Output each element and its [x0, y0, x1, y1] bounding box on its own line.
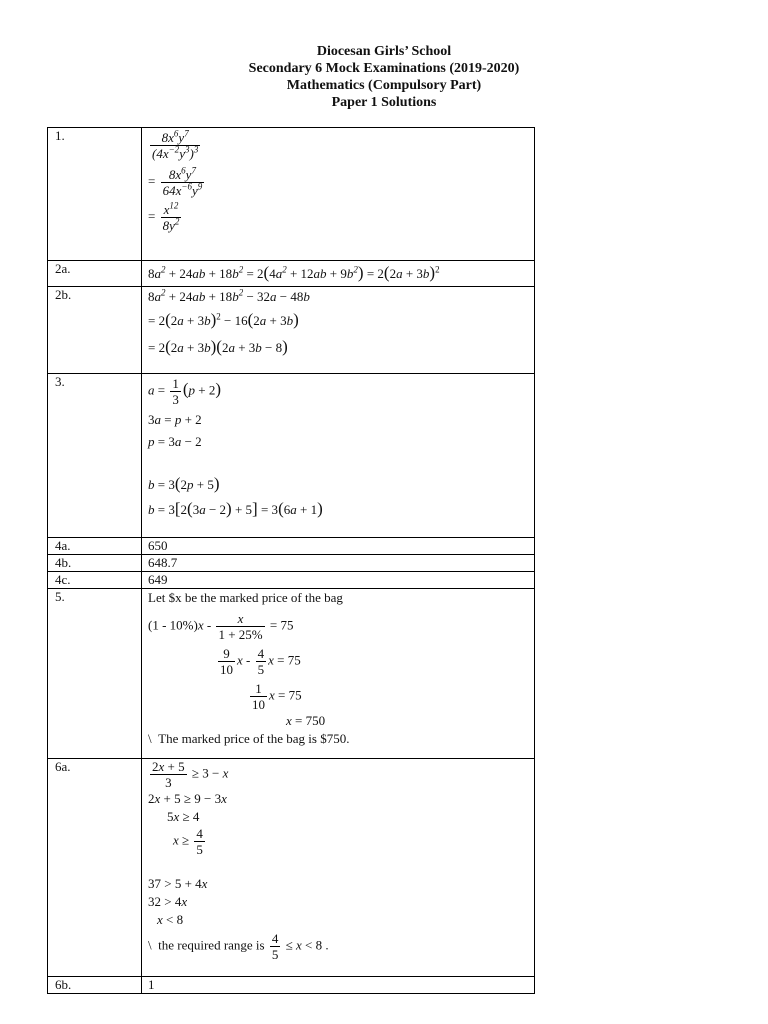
math-expression: $\frac{8x^6y^7}{(4x^{-2}y^3)^3}$: [152, 128, 199, 161]
answer-text: Let $x be the marked price of the bag: [148, 590, 343, 605]
question-number: 2a.: [48, 261, 142, 287]
exam-title: Secondary 6 Mock Examinations (2019-2020): [248, 61, 520, 76]
table-row: [48, 128, 535, 261]
question-number: 6a.: [48, 759, 142, 977]
math-expression: x ≥ $\frac{4}{5}$: [173, 826, 203, 857]
math-expression: = 2(2a + 3b)(2a + 3b − 8): [148, 337, 288, 356]
subject-title: Mathematics (Compulsory Part): [286, 78, 482, 93]
conclusion-text: the required range is: [158, 937, 265, 953]
table-row: [48, 977, 535, 994]
math-expression: 3a = p + 2: [148, 412, 202, 427]
answer-conclusion: \ the required range is $\frac{4}{5}$ ≤ x < 8 .: [148, 931, 329, 962]
question-number: 5.: [48, 589, 142, 759]
table-row: [48, 261, 535, 287]
question-number: 2b.: [48, 287, 142, 374]
answer-cell: 648.7: [142, 555, 535, 572]
answer-cell: 650: [142, 538, 535, 555]
question-number: 6b.: [48, 977, 142, 994]
math-expression: 2x + 5 ≥ 9 − 3x: [148, 791, 227, 806]
answer-cell: [142, 261, 535, 287]
question-number: 4a.: [48, 538, 142, 555]
math-expression: a = $\frac{1}{3}$ (p + 2): [148, 376, 222, 407]
table-row: [48, 589, 535, 759]
answer-cell: [142, 589, 535, 759]
math-expression: $\frac{2x + 5}{3}$ ≥ 3 − x: [152, 759, 229, 790]
answer-cell: [142, 759, 535, 977]
math-expression: x < 8: [157, 912, 184, 927]
answer-cell: $\frac{8x^6y^7}{(4x^{-2}y^3)^3}$ = $\frac{8x^6y^7}{64x^{-6}y^9}$ = $\frac{x^{12}}{8y^2}$: [142, 128, 535, 261]
math-expression: 5x ≥ 4: [167, 809, 200, 824]
paper-title: Paper 1 Solutions: [331, 95, 437, 110]
table-row: [48, 759, 535, 977]
math-expression: p = 3a − 2: [148, 434, 202, 449]
table-row: [48, 374, 535, 538]
math-expression: $\frac{1}{10}$ x = 75: [252, 681, 302, 712]
math-expression: $\frac{x^{12}}{8y^2}$: [162, 200, 180, 233]
therefore-symbol: \: [148, 731, 152, 746]
math-expression: b = 3[2(3a − 2) + 5] = 3(6a + 1): [148, 499, 323, 518]
math-expression: x = 750: [286, 713, 326, 728]
math-expression: = $2(2a + 3b)^2 - 16(2a + 3b)$: [148, 310, 299, 329]
table-row: [48, 287, 535, 374]
math-expression: 37 > 5 + 4x: [148, 876, 208, 891]
answer-cell: [142, 287, 535, 374]
conclusion-text: The marked price of the bag is $750.: [158, 731, 350, 746]
answer-cell: 649: [142, 572, 535, 589]
math-expression: 32 > 4x: [148, 894, 188, 909]
math-expression: (1 - 10%)x - $\frac{x}{1 + 25\%}$ = 75: [148, 611, 294, 642]
answer-cell: 1: [142, 977, 535, 994]
solutions-table: [47, 127, 535, 994]
table-row: [48, 538, 535, 555]
math-expression: b = 3(2p + 5): [148, 474, 220, 493]
therefore-symbol: \: [148, 937, 152, 953]
question-number: 4b.: [48, 555, 142, 572]
school-name: Diocesan Girls’ School: [316, 44, 452, 59]
answer-conclusion: [148, 730, 534, 748]
document-header: [0, 43, 768, 111]
answer-cell: [142, 374, 535, 538]
question-number: 4c.: [48, 572, 142, 589]
question-number: 3.: [48, 374, 142, 538]
math-expression: $8a^2 + 24ab + 18b^2 - 32a - 48b$: [148, 287, 310, 304]
math-expression: $\frac{9}{10}$ x - $\frac{4}{5}$ x = 75: [220, 646, 301, 677]
table-row: [48, 555, 535, 572]
math-expression: $8a^2 + 24ab + 18b^2 = 2(4a^2 + 12ab + 9b^2) = 2(2a + 3b)^2$: [148, 263, 440, 282]
question-number: 1.: [48, 128, 142, 261]
table-row: [48, 572, 535, 589]
math-expression: $\frac{8x^6y^7}{64x^{-6}y^9}$: [162, 165, 203, 198]
